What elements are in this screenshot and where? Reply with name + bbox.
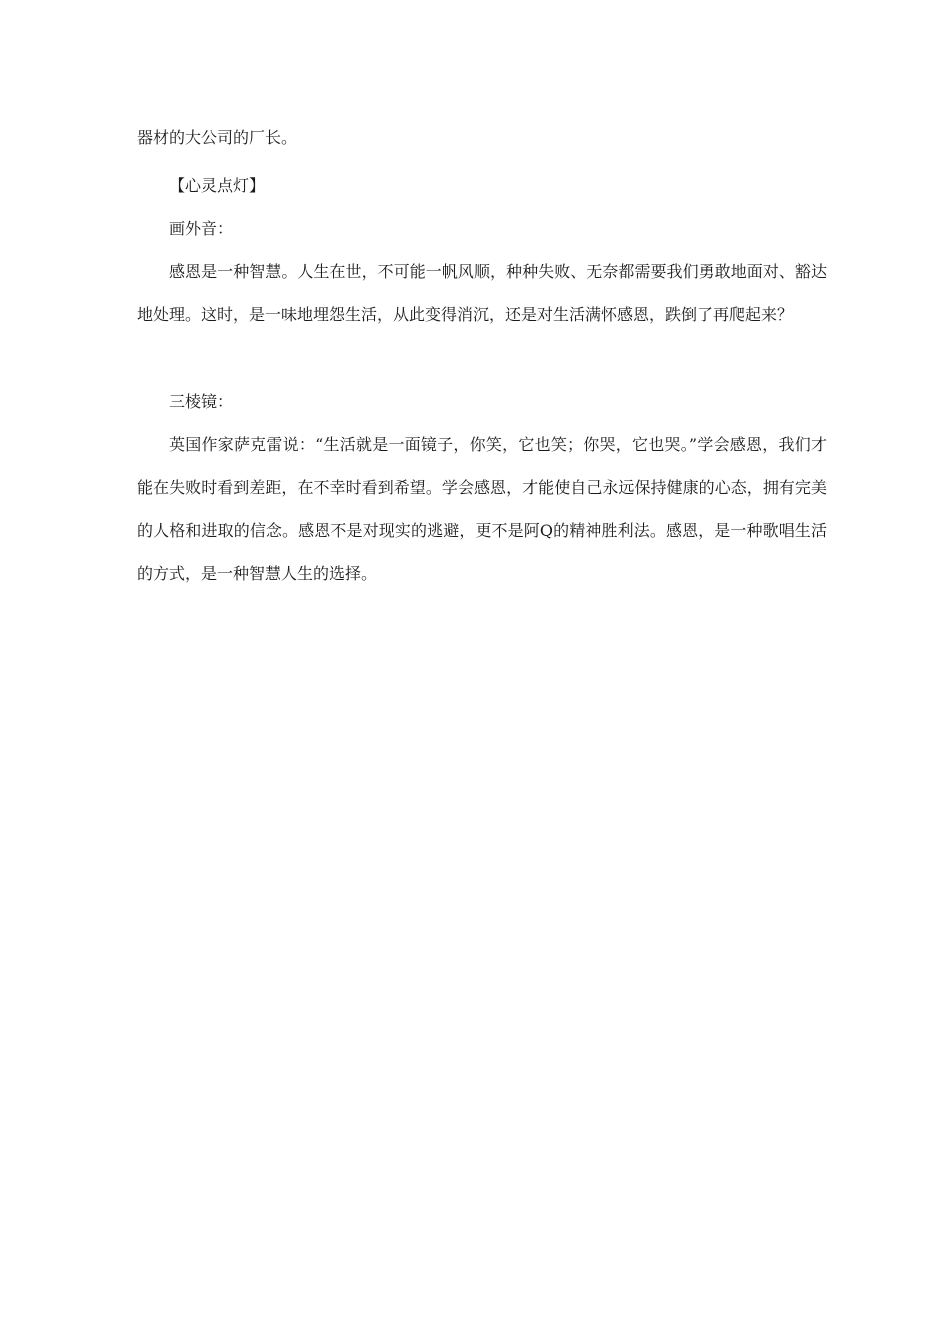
prism-paragraph: 英国作家萨克雷说：“生活就是一面镜子，你笑，它也笑；你哭，它也哭。”学会感恩，我们才能在失败时看到差距，在不幸时看到希望。学会感恩，才能使自己永远保持健康的心态，拥有完美的人格和进取的信念。感恩不是对现实的逃避，更不是阿Q的精神胜利法。感恩，是一种歌唱生活的方式，是一种智慧人生的选择。: [137, 435, 827, 583]
continuation-line: 器材的大公司的厂长。: [137, 128, 298, 147]
voiceover-label: 画外音：: [169, 219, 234, 238]
prism-label: 三棱镜：: [169, 392, 234, 411]
section-heading: 【心灵点灯】: [169, 176, 266, 195]
voiceover-paragraph: 感恩是一种智慧。人生在世，不可能一帆风顺，种种失败、无奈都需要我们勇敢地面对、豁达地处理。这时，是一味地埋怨生活，从此变得消沉，还是对生活满怀感恩，跌倒了再爬起来？: [137, 262, 827, 324]
